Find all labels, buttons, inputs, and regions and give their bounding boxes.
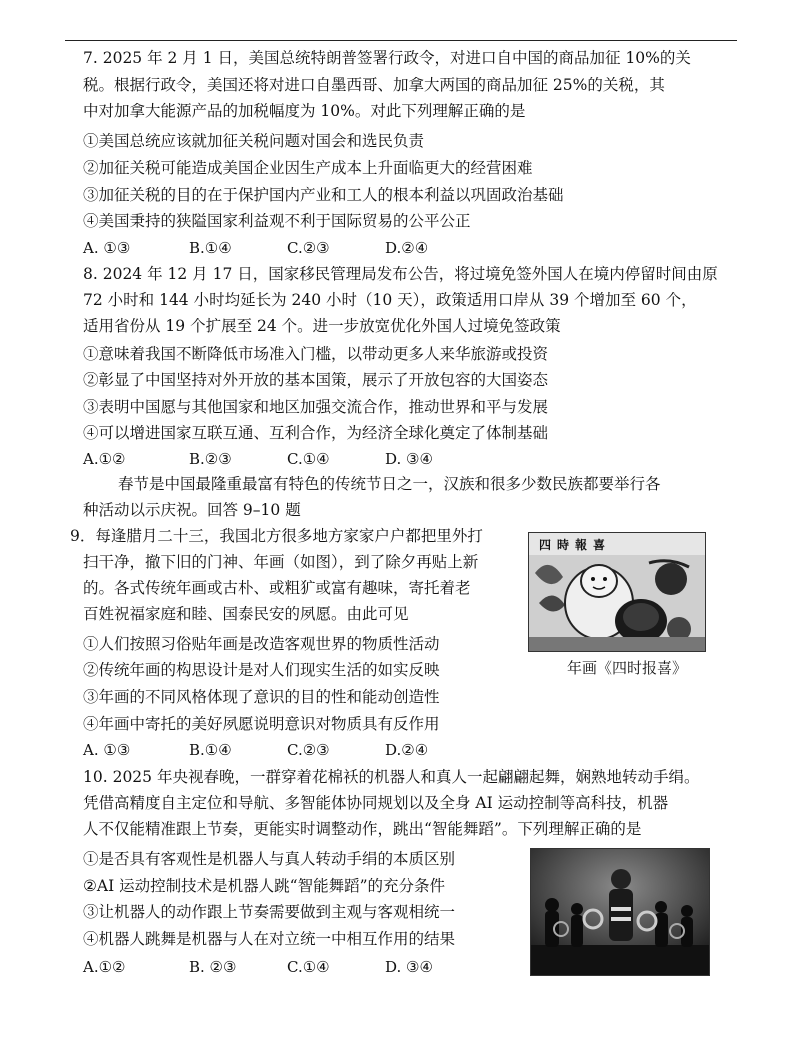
q10-stem-line-2: 凭借高精度自主定位和导航、多智能体协同规划以及全身 AI 运动控制等高科技，机器	[83, 794, 669, 812]
q10-option-b[interactable]: B. ②③	[189, 958, 237, 976]
top-rule	[65, 40, 737, 41]
q9-options	[83, 740, 428, 760]
q9-stem-line-3: 的。各式传统年画或古朴、或粗犷或富有趣味，寄托着老	[83, 579, 471, 597]
new-year-painting-image	[528, 532, 706, 652]
q7-stem-line-2: 税。根据行政令，美国还将对进口自墨西哥、加拿大两国的商品加征 25%的关税，其	[83, 76, 665, 94]
q10-statement-4: ④机器人跳舞是机器与人在对立统一中相互作用的结果	[83, 930, 456, 948]
q10-statement-2: ②AI 运动控制技术是机器人跳“智能舞蹈”的充分条件	[83, 877, 445, 895]
q9-stem-line-1: 9．每逢腊月二十三，我国北方很多地方家家户户都把里外打	[70, 527, 483, 545]
q8-stem-line-3: 适用省份从 19 个扩展至 24 个。进一步放宽优化外国人过境免签政策	[83, 317, 561, 335]
q9-option-a[interactable]: A. ①③	[83, 741, 131, 759]
image-caption: 年画《四时报喜》	[567, 659, 688, 677]
q10-statement-3: ③让机器人的动作跟上节奏需要做到主观与客观相统一	[83, 903, 456, 921]
q7-option-d[interactable]: D.②④	[385, 239, 429, 257]
q7-statement-1: ①美国总统应该就加征关税问题对国会和选民负责	[83, 132, 425, 150]
q7-statement-3: ③加征关税的目的在于保护国内产业和工人的根本利益以巩固政治基础	[83, 186, 564, 204]
q7-option-b[interactable]: B.①④	[189, 239, 232, 257]
q7-statement-2: ②加征关税可能造成美国企业因生产成本上升面临更大的经营困难	[83, 159, 533, 177]
q9-statement-4: ④年画中寄托的美好夙愿说明意识对物质具有反作用	[83, 715, 440, 733]
q9-option-b[interactable]: B.①④	[189, 741, 232, 759]
q8-statement-1: ①意味着我国不断降低市场准入门槛，以带动更多人来华旅游或投资	[83, 345, 549, 363]
q9-stem-line-2: 扫干净，撤下旧的门神、年画（如图），到了除夕再贴上新	[83, 553, 479, 571]
robot-dance-photo	[530, 848, 710, 976]
q9-stem-line-4: 百姓祝福家庭和睦、国泰民安的夙愿。由此可见	[83, 605, 409, 623]
q9-statement-3: ③年画的不同风格体现了意识的目的性和能动创造性	[83, 688, 440, 706]
q10-statement-1: ①是否具有客观性是机器人与真人转动手绢的本质区别	[83, 850, 456, 868]
q10-option-c[interactable]: C.①④	[287, 958, 330, 976]
q7-stem-line-3: 中对加拿大能源产品的加税幅度为 10%。对此下列理解正确的是	[83, 102, 526, 120]
q10-stem-line-3: 人不仅能精准跟上节奏，更能实时调整动作，跳出“智能舞蹈”。下列理解正确的是	[83, 820, 642, 838]
q7-stem-line-1: 7. 2025 年 2 月 1 日，美国总统特朗普签署行政令，对进口自中国的商品加征 10%的关	[83, 49, 691, 67]
q8-statement-4: ④可以增进国家互联互通、互利合作，为经济全球化奠定了体制基础	[83, 424, 549, 442]
q9-statement-2: ②传统年画的构思设计是对人们现实生活的如实反映	[83, 661, 440, 679]
q8-statement-2: ②彰显了中国坚持对外开放的基本国策，展示了开放包容的大国姿态	[83, 371, 549, 389]
q8-option-c[interactable]: C.①④	[287, 450, 330, 468]
q8-options	[83, 449, 433, 469]
q9-option-c[interactable]: C.②③	[287, 741, 330, 759]
q9-statement-1: ①人们按照习俗贴年画是改造客观世界的物质性活动	[83, 635, 440, 653]
q7-options	[83, 238, 428, 258]
q8-option-d[interactable]: D. ③④	[385, 450, 433, 468]
q8-statement-3: ③表明中国愿与其他国家和地区加强交流合作，推动世界和平与发展	[83, 398, 549, 416]
q8-stem-line-1: 8. 2024 年 12 月 17 日，国家移民管理局发布公告，将过境免签外国人在境内停留时间由原	[83, 265, 718, 283]
q9-option-d[interactable]: D.②④	[385, 741, 429, 759]
q7-statement-4: ④美国秉持的狭隘国家利益观不利于国际贸易的公平公正	[83, 212, 471, 230]
q8-stem-line-2: 72 小时和 144 小时均延长为 240 小时（10 天），政策适用口岸从 39 个增加至 60 个，	[83, 291, 697, 309]
q10-option-d[interactable]: D. ③④	[385, 958, 433, 976]
painting-title-text: 四時報喜	[539, 538, 612, 552]
intro-line-1: 春节是中国最隆重最富有特色的传统节日之一，汉族和很多少数民族都要举行各	[118, 475, 661, 493]
q7-option-a[interactable]: A. ①③	[83, 239, 131, 257]
q8-option-b[interactable]: B.②③	[189, 450, 232, 468]
q7-option-c[interactable]: C.②③	[287, 239, 330, 257]
intro-line-2: 种活动以示庆祝。回答 9–10 题	[83, 501, 301, 519]
q10-option-a[interactable]: A.①②	[83, 958, 126, 976]
q10-stem-line-1: 10. 2025 年央视春晚，一群穿着花棉袄的机器人和真人一起翩翩起舞，娴熟地转动手绢。	[83, 768, 700, 786]
q8-option-a[interactable]: A.①②	[83, 450, 126, 468]
q10-options	[83, 957, 433, 977]
